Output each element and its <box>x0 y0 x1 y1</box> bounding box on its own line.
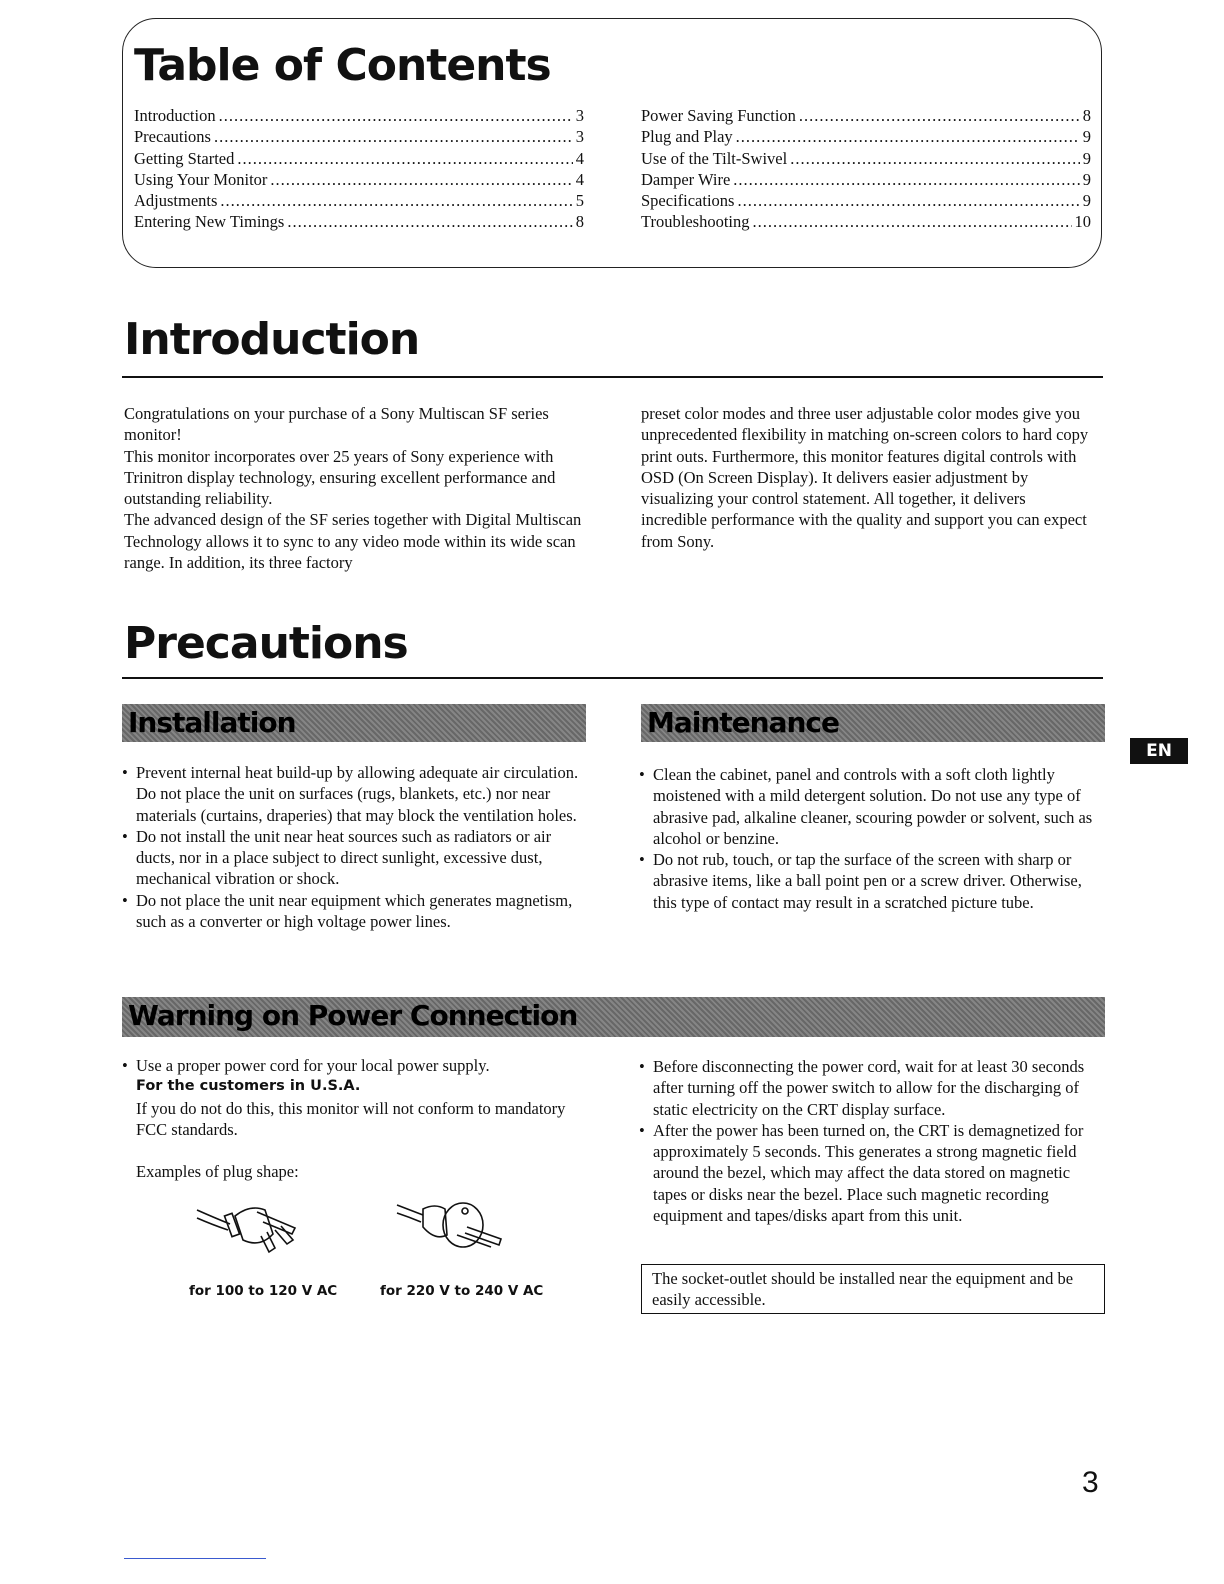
toc-entry[interactable] <box>134 190 584 211</box>
list-item: • Do not install the unit near heat sources such as radiators or air ducts, nor in a place subject to direct sunlight, excessive dust, mechanical vibration or shock. <box>122 826 582 890</box>
maintenance-list <box>639 764 1099 913</box>
list-item: • Prevent internal heat build-up by allowing adequate air circulation. Do not place the unit on surfaces (rugs, blankets, etc.) nor near materials (curtains, draperies) that may block the ventilation holes. <box>122 762 582 826</box>
list-item: • Do not place the unit near equipment which generates magnetism, such as a converter or high voltage power lines. <box>122 890 582 933</box>
installation-banner <box>122 704 586 742</box>
language-tab: EN <box>1130 738 1188 764</box>
toc-entry-label: Use of the Tilt-Swivel <box>641 148 788 168</box>
installation-list <box>122 762 582 932</box>
toc-entry-page: 3 <box>575 106 584 125</box>
socket-note: The socket-outlet should be installed near the equipment and be easily accessible. <box>641 1264 1105 1314</box>
toc-entry-page: 10 <box>1074 212 1091 232</box>
examples-label: Examples of plug shape: <box>136 1162 299 1182</box>
toc-entry-page: 9 <box>1082 127 1091 147</box>
toc-entry[interactable] <box>134 169 584 190</box>
intro-text-right: preset color modes and three user adjustable color modes give you unprecedented flexibility in matching on-screen colors to hard copy print outs. Furthermore, this monitor features digital controls with OSD (On Screen Display). It delivers easier adjustment by visualizing your control statement. All together, it delivers incredible performance with the quality and support you can expect from Sony. <box>641 404 1089 551</box>
maintenance-heading: Maintenance <box>647 706 840 739</box>
usa-text: If you do not do this, this monitor will not conform to mandatory FCC standards. <box>136 1098 566 1139</box>
toc-entry[interactable] <box>641 169 1091 190</box>
toc-entry-page: 8 <box>1082 106 1091 125</box>
usa-label: For the customers in U.S.A. <box>136 1078 361 1095</box>
divider <box>122 376 1103 378</box>
plug1-caption: for 100 to 120 V AC <box>189 1283 338 1299</box>
toc-entry[interactable] <box>641 190 1091 211</box>
list-item: • Before disconnecting the power cord, wait for at least 30 seconds after turning off the power switch to allow for the discharging of static electricity on the CRT display surface. <box>639 1056 1105 1120</box>
toc-entry-label: Using Your Monitor <box>134 169 268 189</box>
toc-leader-dots <box>737 190 1079 211</box>
toc-entry-label: Damper Wire <box>641 169 731 189</box>
toc-entry-label: Troubleshooting <box>641 212 750 232</box>
toc-leader-dots <box>799 105 1080 126</box>
toc-entry-page: 3 <box>575 127 584 147</box>
maintenance-banner <box>641 704 1105 742</box>
toc-entry-page: 9 <box>1082 169 1091 189</box>
toc-leader-dots <box>220 190 572 211</box>
toc-entry-page: 8 <box>575 212 584 232</box>
toc-right-column <box>641 105 1091 233</box>
toc-entry-label: Precautions <box>134 127 211 147</box>
toc-entry[interactable] <box>641 148 1091 169</box>
page-number: 3 <box>1082 1466 1099 1499</box>
toc-entry[interactable] <box>134 126 584 147</box>
installation-heading: Installation <box>128 706 296 739</box>
intro-text-left: Congratulations on your purchase of a Sony Multiscan SF series monitor! This monitor incorporates over 25 years of Sony experience with Trinitron display technology, ensuring excellent performance and outstanding reliability. The advanced design of the SF series together with Digital Multiscan Technology allows it to sync to any video mode within its wide scan range. In addition, its three factory <box>124 404 582 573</box>
precautions-heading: Precautions <box>124 618 408 669</box>
toc-leader-dots <box>753 211 1072 232</box>
divider <box>122 677 1103 679</box>
toc-leader-dots <box>790 148 1080 169</box>
toc-entry-page: 9 <box>1082 148 1091 168</box>
toc-entry-label: Specifications <box>641 191 735 211</box>
toc-entry[interactable] <box>134 211 584 232</box>
toc-entry-page: 5 <box>575 191 584 211</box>
list-item: • Use a proper power cord for your local power supply. <box>122 1055 582 1076</box>
toc-leader-dots <box>237 148 572 169</box>
toc-entry-label: Adjustments <box>134 191 218 211</box>
list-item: • Clean the cabinet, panel and controls with a soft cloth lightly moistened with a mild detergent solution. Do not use any type of abrasive pad, alkaline cleaner, scouring powder or solvent, such as alcohol or benzine. <box>639 764 1099 849</box>
toc-entry-label: Entering New Timings <box>134 212 285 232</box>
warning-right-list <box>639 1056 1105 1226</box>
toc-entry-label: Getting Started <box>134 148 235 168</box>
toc-entry-page: 4 <box>575 148 584 168</box>
warning-left <box>122 1055 582 1182</box>
list-item: • Do not rub, touch, or tap the surface of the screen with sharp or abrasive items, like a ball point pen or a screw driver. Otherwise, this type of contact may result in a scratched picture tube. <box>639 849 1099 913</box>
toc-entry-label: Introduction <box>134 106 216 125</box>
toc-entry[interactable] <box>134 105 584 126</box>
toc-leader-dots <box>287 211 572 232</box>
toc-leader-dots <box>219 105 573 126</box>
toc-entry-label: Power Saving Function <box>641 106 796 125</box>
toc-leader-dots <box>214 126 573 147</box>
warning-heading: Warning on Power Connection <box>128 999 578 1032</box>
plug2-caption: for 220 V to 240 V AC <box>380 1283 544 1299</box>
eu-plug-icon <box>395 1195 515 1255</box>
toc-title: Table of Contents <box>134 40 551 91</box>
us-plug-icon <box>195 1200 315 1260</box>
toc-entry-label: Plug and Play <box>641 127 733 147</box>
warning-banner <box>122 997 1105 1037</box>
toc-entry-page: 4 <box>575 169 584 189</box>
list-item: • After the power has been turned on, the CRT is demagnetized for approximately 5 seconds. This generates a strong magnetic field around the bezel, which may affect the data stored on magnetic tapes or disks near the bezel. Place such magnetic recording equipment and tapes/disks apart from this unit. <box>639 1120 1105 1226</box>
toc-leader-dots <box>736 126 1080 147</box>
introduction-heading: Introduction <box>124 314 420 365</box>
toc-entry[interactable] <box>641 126 1091 147</box>
toc-entry[interactable] <box>134 148 584 169</box>
toc-leader-dots <box>270 169 572 190</box>
footer-line <box>124 1558 266 1559</box>
toc-leader-dots <box>733 169 1079 190</box>
toc-entry[interactable] <box>641 105 1091 126</box>
toc-entry[interactable] <box>641 211 1091 232</box>
toc-entry-page: 9 <box>1082 191 1091 211</box>
toc-left-column <box>134 105 584 233</box>
